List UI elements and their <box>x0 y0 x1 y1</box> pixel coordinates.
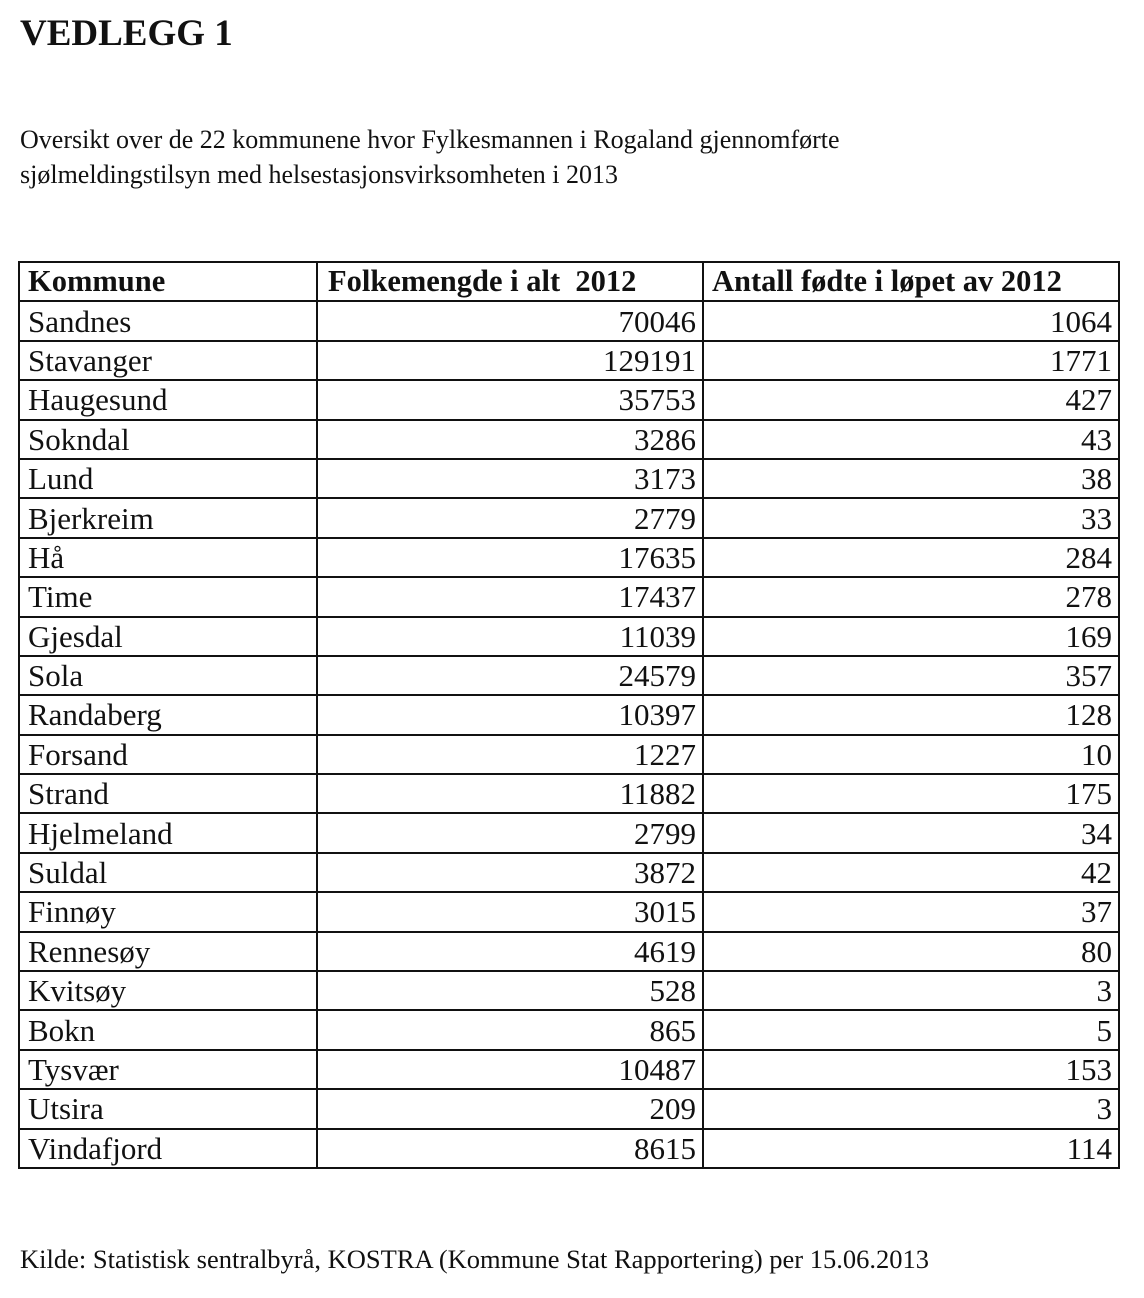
cell-antall-fodte: 153 <box>703 1050 1119 1089</box>
cell-antall-fodte: 3 <box>703 971 1119 1010</box>
table-row <box>19 498 1119 537</box>
table-row <box>19 459 1119 498</box>
cell-antall-fodte: 5 <box>703 1010 1119 1049</box>
cell-folkemengde: 10487 <box>317 1050 703 1089</box>
cell-kommune: Time <box>19 577 317 616</box>
cell-folkemengde: 8615 <box>317 1129 703 1168</box>
table-row <box>19 971 1119 1010</box>
cell-antall-fodte: 33 <box>703 498 1119 537</box>
cell-folkemengde: 24579 <box>317 656 703 695</box>
header-kommune: Kommune <box>19 262 317 301</box>
table-row <box>19 813 1119 852</box>
source-note: Kilde: Statistisk sentralbyrå, KOSTRA (Kommune Stat Rapportering) per 15.06.2013 <box>20 1244 929 1274</box>
cell-kommune: Tysvær <box>19 1050 317 1089</box>
cell-folkemengde: 3173 <box>317 459 703 498</box>
table-row <box>19 853 1119 892</box>
cell-antall-fodte: 38 <box>703 459 1119 498</box>
cell-kommune: Sokndal <box>19 420 317 459</box>
cell-folkemengde: 2799 <box>317 813 703 852</box>
cell-antall-fodte: 284 <box>703 538 1119 577</box>
cell-folkemengde: 1227 <box>317 735 703 774</box>
cell-antall-fodte: 175 <box>703 774 1119 813</box>
table-row <box>19 301 1119 340</box>
table-row <box>19 1010 1119 1049</box>
cell-kommune: Hjelmeland <box>19 813 317 852</box>
municipality-table <box>18 261 1120 1169</box>
cell-antall-fodte: 357 <box>703 656 1119 695</box>
cell-folkemengde: 528 <box>317 971 703 1010</box>
cell-folkemengde: 3872 <box>317 853 703 892</box>
table-row <box>19 617 1119 656</box>
cell-kommune: Gjesdal <box>19 617 317 656</box>
intro-text <box>20 122 1020 192</box>
table-row <box>19 774 1119 813</box>
cell-antall-fodte: 37 <box>703 892 1119 931</box>
cell-kommune: Suldal <box>19 853 317 892</box>
cell-kommune: Utsira <box>19 1089 317 1128</box>
cell-folkemengde: 11039 <box>317 617 703 656</box>
table-row <box>19 695 1119 734</box>
table-row <box>19 1089 1119 1128</box>
table-row <box>19 577 1119 616</box>
cell-antall-fodte: 1064 <box>703 301 1119 340</box>
cell-folkemengde: 209 <box>317 1089 703 1128</box>
cell-antall-fodte: 10 <box>703 735 1119 774</box>
cell-folkemengde: 10397 <box>317 695 703 734</box>
cell-kommune: Randaberg <box>19 695 317 734</box>
cell-antall-fodte: 80 <box>703 932 1119 971</box>
cell-folkemengde: 129191 <box>317 341 703 380</box>
cell-antall-fodte: 114 <box>703 1129 1119 1168</box>
cell-kommune: Haugesund <box>19 380 317 419</box>
cell-antall-fodte: 1771 <box>703 341 1119 380</box>
table-body <box>19 301 1119 1168</box>
cell-folkemengde: 17635 <box>317 538 703 577</box>
table-row <box>19 735 1119 774</box>
cell-kommune: Finnøy <box>19 892 317 931</box>
table-row <box>19 1129 1119 1168</box>
cell-kommune: Forsand <box>19 735 317 774</box>
document-heading: VEDLEGG 1 <box>20 13 233 54</box>
cell-folkemengde: 70046 <box>317 301 703 340</box>
table-row <box>19 420 1119 459</box>
header-antall-fodte: Antall fødte i løpet av 2012 <box>703 262 1119 301</box>
cell-folkemengde: 865 <box>317 1010 703 1049</box>
cell-kommune: Sola <box>19 656 317 695</box>
cell-antall-fodte: 34 <box>703 813 1119 852</box>
cell-folkemengde: 2779 <box>317 498 703 537</box>
cell-antall-fodte: 427 <box>703 380 1119 419</box>
header-folkemengde: Folkemengde i alt 2012 <box>317 262 703 301</box>
table-row <box>19 656 1119 695</box>
cell-antall-fodte: 3 <box>703 1089 1119 1128</box>
cell-kommune: Bokn <box>19 1010 317 1049</box>
cell-antall-fodte: 278 <box>703 577 1119 616</box>
cell-kommune: Bjerkreim <box>19 498 317 537</box>
table-header-row <box>19 262 1119 301</box>
table-row <box>19 538 1119 577</box>
cell-folkemengde: 35753 <box>317 380 703 419</box>
table-row <box>19 1050 1119 1089</box>
table-row <box>19 892 1119 931</box>
cell-antall-fodte: 169 <box>703 617 1119 656</box>
cell-folkemengde: 11882 <box>317 774 703 813</box>
cell-folkemengde: 3015 <box>317 892 703 931</box>
table-row <box>19 380 1119 419</box>
cell-antall-fodte: 43 <box>703 420 1119 459</box>
cell-kommune: Sandnes <box>19 301 317 340</box>
cell-kommune: Lund <box>19 459 317 498</box>
cell-kommune: Hå <box>19 538 317 577</box>
cell-kommune: Strand <box>19 774 317 813</box>
cell-kommune: Stavanger <box>19 341 317 380</box>
intro-line-1: Oversikt over de 22 kommunene hvor Fylkesmannen i Rogaland gjennomførte <box>20 125 840 154</box>
cell-folkemengde: 4619 <box>317 932 703 971</box>
cell-folkemengde: 17437 <box>317 577 703 616</box>
table-row <box>19 932 1119 971</box>
intro-line-2: sjølmeldingstilsyn med helsestasjonsvirksomheten i 2013 <box>20 160 618 189</box>
cell-kommune: Kvitsøy <box>19 971 317 1010</box>
cell-antall-fodte: 42 <box>703 853 1119 892</box>
cell-folkemengde: 3286 <box>317 420 703 459</box>
cell-kommune: Vindafjord <box>19 1129 317 1168</box>
cell-kommune: Rennesøy <box>19 932 317 971</box>
table-row <box>19 341 1119 380</box>
cell-antall-fodte: 128 <box>703 695 1119 734</box>
